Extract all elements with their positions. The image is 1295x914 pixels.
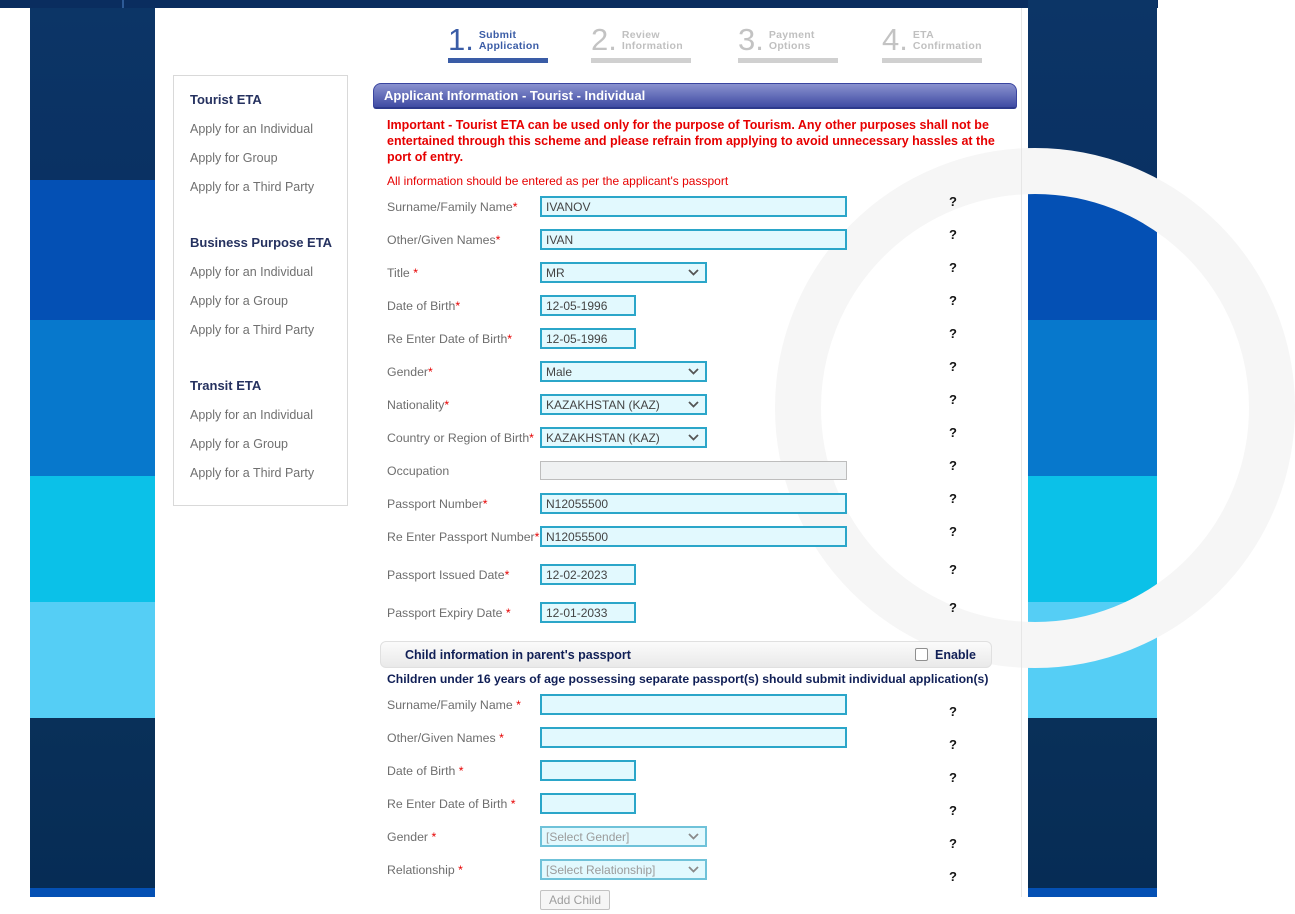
step-number: 3. [738, 22, 764, 57]
child-enable-control [915, 648, 976, 662]
passport-note: All information should be entered as per the applicant's passport [387, 174, 729, 188]
chevron-down-icon [688, 401, 699, 408]
application-form [373, 83, 1017, 914]
child-section-title: Child information in parent's passport [405, 647, 631, 662]
help-icon[interactable]: ? [949, 392, 957, 407]
help-icon[interactable]: ? [949, 869, 957, 884]
child-surname-input[interactable] [540, 694, 847, 715]
help-icon[interactable]: ? [949, 359, 957, 374]
form-row-child-gender [387, 820, 1009, 853]
passport-issued-input[interactable] [540, 564, 636, 585]
sidebar-item-transit-third-party[interactable]: Apply for a Third Party [190, 466, 315, 480]
field-label: Gender* [387, 364, 433, 379]
sidebar-section-title-business-eta: Business Purpose ETA [190, 235, 333, 250]
chevron-down-icon [688, 833, 699, 840]
content-area [155, 8, 1028, 907]
field-label: Re Enter Date of Birth* [387, 331, 513, 346]
field-label: Other/Given Names * [387, 730, 504, 745]
step-underline [738, 58, 838, 63]
form-row-child-relationship [387, 853, 1009, 886]
sidebar-item-tourist-third-party[interactable]: Apply for a Third Party [190, 180, 315, 194]
form-row-dob [387, 289, 1009, 322]
step-underline [591, 58, 691, 63]
sidebar-item-tourist-individual[interactable]: Apply for an Individual [190, 122, 313, 136]
field-label: Other/Given Names* [387, 232, 501, 247]
form-row-given-names [387, 223, 1009, 256]
important-notice: Important - Tourist ETA can be used only for the purpose of Tourism. Any other purposes shall not be entertained through this scheme and please refrain from applying to avoid unnecessary hassles at the port of entry. [387, 118, 995, 164]
form-row-child-dob [387, 754, 1009, 787]
enable-checkbox[interactable] [915, 648, 928, 661]
step-number: 4. [882, 22, 908, 57]
help-icon[interactable]: ? [949, 260, 957, 275]
step-label: Payment Options [768, 29, 815, 52]
step-submit-application [448, 22, 560, 63]
chevron-down-icon [688, 866, 699, 873]
form-row-child-surname [387, 688, 1009, 721]
help-icon[interactable]: ? [949, 491, 957, 506]
passport-number-reenter-input[interactable] [540, 526, 847, 547]
help-icon[interactable]: ? [949, 562, 957, 577]
field-label: Re Enter Passport Number* [387, 529, 540, 544]
help-icon[interactable]: ? [949, 425, 957, 440]
sidebar-section-title-transit-eta: Transit ETA [190, 378, 262, 393]
sidebar-item-transit-individual[interactable]: Apply for an Individual [190, 408, 313, 422]
field-label: Date of Birth* [387, 298, 461, 313]
help-icon[interactable]: ? [949, 704, 957, 719]
enable-label: Enable [935, 647, 976, 662]
gender-select[interactable]: Male [540, 361, 707, 382]
help-icon[interactable]: ? [949, 458, 957, 473]
form-row-passport-expiry [387, 596, 1009, 629]
help-icon[interactable]: ? [949, 227, 957, 242]
step-label: ETA Confirmation [912, 29, 982, 52]
form-rows [387, 190, 1009, 629]
sidebar-nav [173, 75, 348, 506]
help-icon[interactable]: ? [949, 194, 957, 209]
step-label: Submit Application [478, 29, 540, 52]
step-label: Review Information [621, 29, 683, 52]
help-icon[interactable]: ? [949, 293, 957, 308]
step-eta-confirmation [882, 22, 994, 63]
form-row-child-dob-reenter [387, 787, 1009, 820]
form-title-bar: Applicant Information - Tourist - Individual [373, 83, 1017, 109]
step-review-information [591, 22, 703, 63]
field-label: Date of Birth * [387, 763, 464, 778]
add-child-row [387, 886, 1009, 914]
surname-input[interactable] [540, 196, 847, 217]
top-bar [0, 0, 1158, 8]
child-section-header [380, 641, 992, 668]
field-label: Passport Number* [387, 496, 488, 511]
field-label: Relationship * [387, 862, 463, 877]
add-child-button[interactable]: Add Child [540, 890, 610, 910]
field-label: Nationality* [387, 397, 450, 412]
child-dob-input[interactable] [540, 760, 636, 781]
form-row-child-given-names [387, 721, 1009, 754]
chevron-down-icon [688, 368, 699, 375]
field-label: Title * [387, 265, 418, 280]
given-names-input[interactable] [540, 229, 847, 250]
form-row-passport-issued [387, 558, 1009, 591]
step-underline [882, 58, 982, 63]
child-given-names-input[interactable] [540, 727, 847, 748]
child-form-rows [387, 688, 1009, 914]
top-bar-divider [122, 0, 124, 8]
passport-number-input[interactable] [540, 493, 847, 514]
sidebar-item-transit-group[interactable]: Apply for a Group [190, 437, 288, 451]
nationality-select[interactable]: KAZAKHSTAN (KAZ) [540, 394, 707, 415]
help-icon[interactable]: ? [949, 770, 957, 785]
form-row-occupation [387, 454, 1009, 487]
dob-reenter-input[interactable] [540, 328, 636, 349]
sidebar-item-business-third-party[interactable]: Apply for a Third Party [190, 323, 315, 337]
help-icon[interactable]: ? [949, 600, 957, 615]
step-payment-options [738, 22, 850, 63]
form-row-passport-number-reenter [387, 520, 1009, 553]
form-row-gender [387, 355, 1009, 388]
form-row-nationality [387, 388, 1009, 421]
sidebar-section-title-tourist-eta: Tourist ETA [190, 92, 262, 107]
child-relationship-select[interactable]: [Select Relationship] [540, 859, 707, 880]
child-dob-reenter-input[interactable] [540, 793, 636, 814]
field-label: Passport Issued Date* [387, 567, 510, 582]
help-icon[interactable]: ? [949, 803, 957, 818]
field-label: Surname/Family Name* [387, 199, 518, 214]
form-row-surname [387, 190, 1009, 223]
birth-country-select[interactable]: KAZAKHSTAN (KAZ) [540, 427, 707, 448]
step-number: 2. [591, 22, 617, 57]
help-icon[interactable]: ? [949, 524, 957, 539]
title-select[interactable]: MR [540, 262, 707, 283]
field-label: Re Enter Date of Birth * [387, 796, 516, 811]
content-right-edge [1021, 8, 1022, 897]
field-label: Surname/Family Name * [387, 697, 521, 712]
field-label: Country or Region of Birth* [387, 430, 534, 445]
form-row-passport-number [387, 487, 1009, 520]
field-label: Gender * [387, 829, 437, 844]
field-label: Passport Expiry Date * [387, 605, 511, 620]
help-icon[interactable]: ? [949, 326, 957, 341]
sidebar-item-business-group[interactable]: Apply for a Group [190, 294, 288, 308]
child-gender-select[interactable]: [Select Gender] [540, 826, 707, 847]
step-underline [448, 58, 548, 63]
left-stripe-decoration [30, 8, 155, 897]
form-row-birth-country [387, 421, 1009, 454]
step-number: 1. [448, 22, 474, 57]
passport-expiry-input[interactable] [540, 602, 636, 623]
dob-input[interactable] [540, 295, 636, 316]
child-section-note: Children under 16 years of age possessing separate passport(s) should submit individual application(s) [387, 672, 989, 686]
chevron-down-icon [688, 434, 699, 441]
sidebar-item-business-individual[interactable]: Apply for an Individual [190, 265, 313, 279]
help-icon[interactable]: ? [949, 737, 957, 752]
form-row-dob-reenter [387, 322, 1009, 355]
sidebar-item-tourist-group[interactable]: Apply for Group [190, 151, 278, 165]
chevron-down-icon [688, 269, 699, 276]
form-row-title [387, 256, 1009, 289]
field-label: Occupation [387, 463, 450, 478]
occupation-input[interactable] [540, 461, 847, 480]
help-icon[interactable]: ? [949, 836, 957, 851]
